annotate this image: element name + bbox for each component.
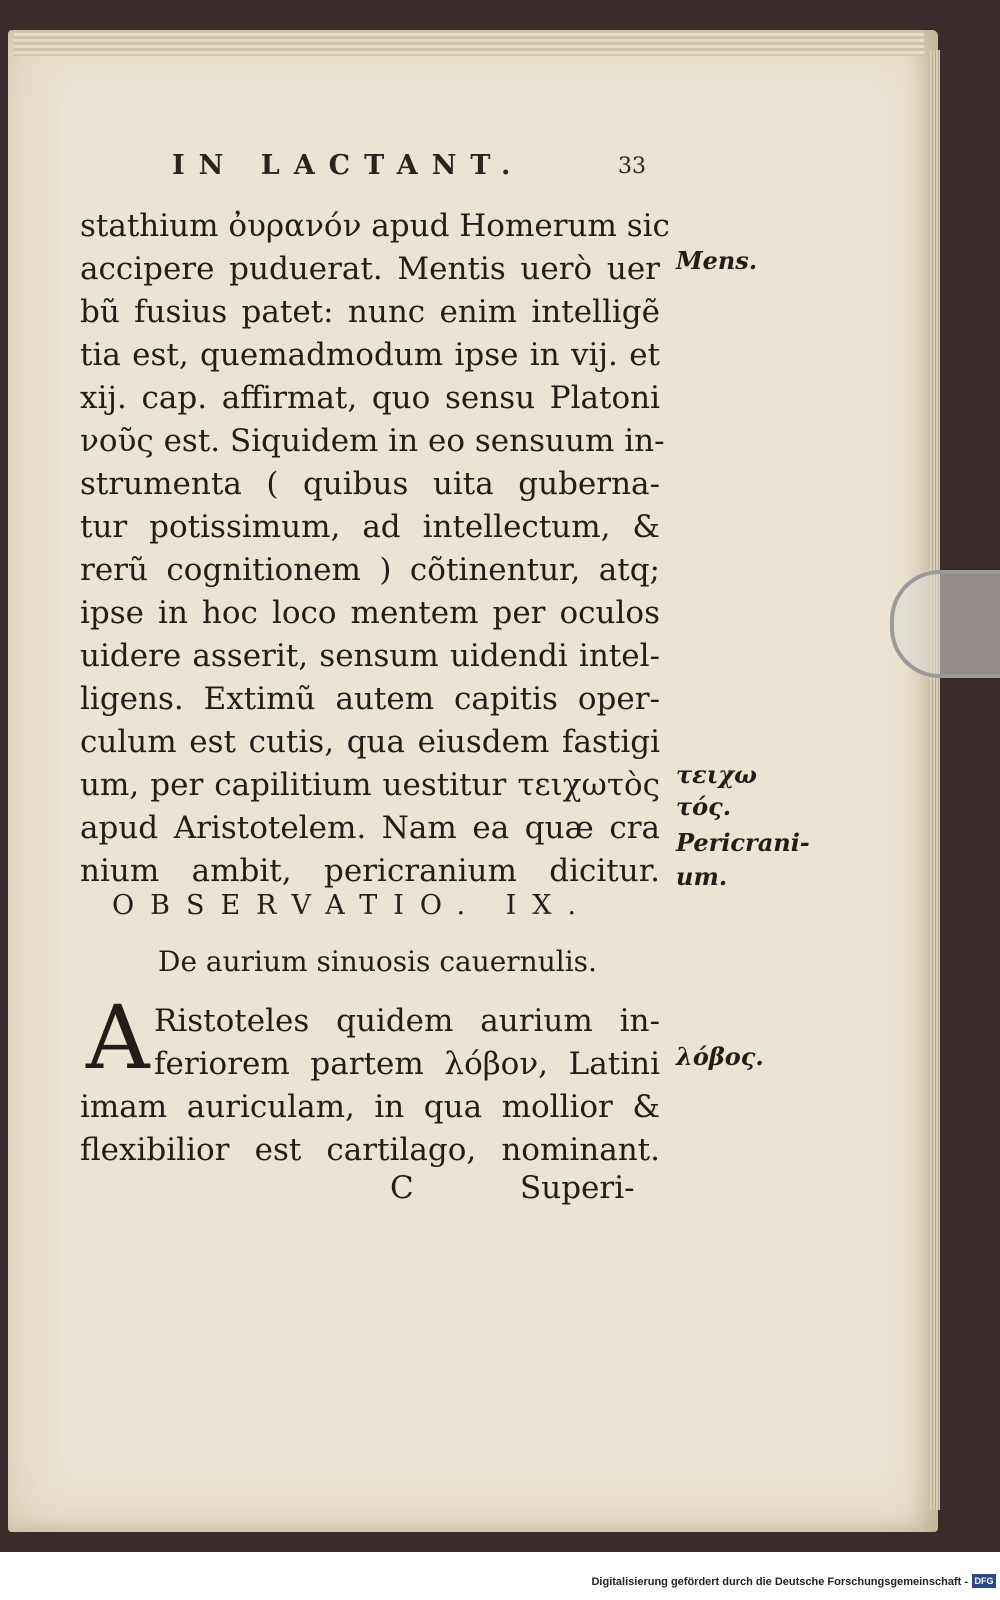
digitization-credit: Digitalisierung gefördert durch die Deutsche Forschungsgemeinschaft -	[591, 1576, 968, 1588]
text-line: feriorem partem λόβον, Latini	[154, 1046, 660, 1082]
text-line: um, per capilitium uestitur τειχωτὸς	[80, 767, 660, 803]
text-line: imam auriculam, in qua mollior &	[80, 1089, 660, 1125]
text-line: ipse in hoc loco mentem per oculos	[80, 595, 660, 631]
margin-note-lobos: λόβος.	[676, 1042, 764, 1071]
catchword: Superi-	[520, 1170, 635, 1206]
section-title: OBSERVATIO. IX.	[112, 890, 593, 921]
margin-note-pericranium-1: Pericrani-	[676, 828, 810, 857]
text-line: flexibilior est cartilago, nominant.	[80, 1132, 660, 1168]
dfg-logo-icon: DFG	[972, 1574, 996, 1588]
page-top-edge	[14, 30, 924, 56]
text-line: Ristoteles quidem aurium in-	[154, 1003, 660, 1039]
text-line: strumenta ( quibus uita guberna-	[80, 466, 660, 502]
drop-cap: A	[86, 986, 150, 1089]
margin-note-teichotos-2: τός.	[676, 792, 732, 821]
text-line: uidere asserit, sensum uidendi intel-	[80, 638, 660, 674]
page-fore-edge	[930, 50, 940, 1510]
signature-mark: C	[390, 1170, 414, 1206]
text-line: ligens. Extimũ autem capitis oper-	[80, 681, 660, 717]
text-line: bũ fusius patet: nunc enim intelligẽ	[80, 294, 660, 330]
text-line: rerũ cognitionem ) cõtinentur, atq;	[80, 552, 660, 588]
margin-note-teichotos-1: τειχω	[676, 760, 757, 789]
text-line: tia est, quemadmodum ipse in vij. et	[80, 337, 660, 373]
main-paragraph	[80, 205, 670, 893]
running-title: IN LACTANT.	[172, 150, 525, 181]
section-subtitle: De aurium sinuosis cauernulis.	[158, 945, 597, 978]
text-line: nium ambit, pericranium dicitur.	[80, 853, 660, 889]
page-number: 33	[618, 154, 646, 179]
margin-note-mens: Mens.	[676, 246, 758, 275]
text-line: apud Aristotelem. Nam ea quæ cra	[80, 810, 660, 846]
second-paragraph	[80, 986, 660, 1172]
text-line: νοῦς est. Siquidem in eo sensuum in-	[80, 423, 665, 459]
text-line: stathium ὀυρανόν apud Homerum sic	[80, 208, 670, 244]
text-line: culum est cutis, qua eiusdem fastigi	[80, 724, 660, 760]
text-line: xij. cap. affirmat, quo sensu Platoni	[80, 380, 660, 416]
text-line: tur potissimum, ad intellectum, &	[80, 509, 660, 545]
text-line: accipere puduerat. Mentis uerò uer	[80, 251, 660, 287]
margin-note-pericranium-2: um.	[676, 862, 728, 891]
page-clip	[890, 570, 1000, 678]
